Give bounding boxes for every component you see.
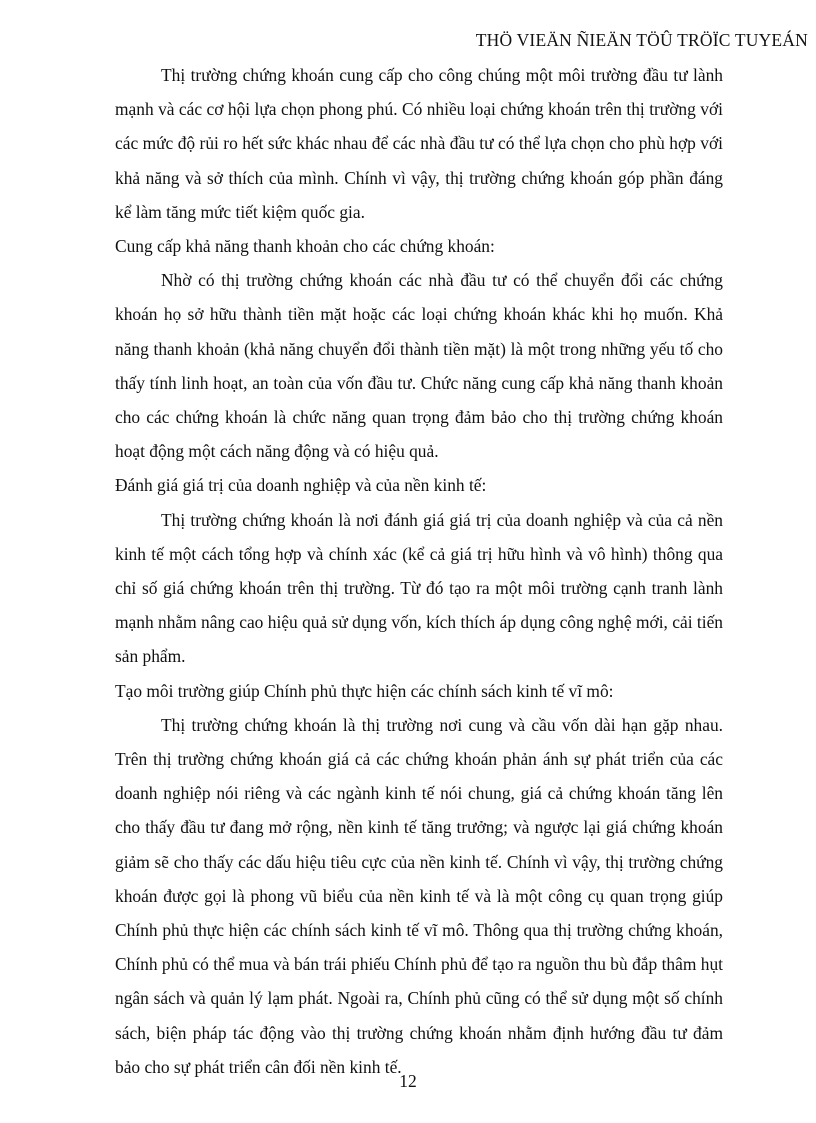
section-heading: Cung cấp khả năng thanh khoản cho các chứng khoán: — [115, 236, 495, 257]
body-paragraph: Thị trường chứng khoán cung cấp cho công chúng một môi trường đầu tư lành mạnh và các cơ hội lựa chọn phong phú. Có nhiều loại chứng khoán trên thị trường với các mức độ rủi ro hết sức khác nhau để các nhà đầu tư có thể lựa chọn cho phù hợp với khả năng và sở thích của mình. Chính vì vậy, thị trường chứng khoán góp phần đáng kể làm tăng mức tiết kiệm quốc gia. — [115, 65, 723, 222]
body-paragraph: Thị trường chứng khoán là nơi đánh giá giá trị của doanh nghiệp và của cả nền kinh tế một cách tổng hợp và chính xác (kể cả giá trị hữu hình và vô hình) thông qua chỉ số giá chứng khoán trên thị trường. Từ đó tạo ra một môi trường cạnh tranh lành mạnh nhằm nâng cao hiệu quả sử dụng vốn, kích thích áp dụng công nghệ mới, cải tiến sản phẩm. — [115, 509, 723, 667]
body-paragraph: Nhờ có thị trường chứng khoán các nhà đầu tư có thể chuyển đổi các chứng khoán họ sở hữu thành tiền mặt hoặc các loại chứng khoán khác khi họ muốn. Khả năng thanh khoản (khả năng chuyển đổi thành tiền mặt) là một trong những yếu tố cho thấy tính linh hoạt, an toàn của vốn đầu tư. Chức năng cung cấp khả năng thanh khoản cho các chứng khoán là chức năng quan trọng đảm bảo cho thị trường chứng khoán hoạt động một cách năng động và có hiệu quả. — [115, 270, 723, 462]
body-paragraph: Thị trường chứng khoán là thị trường nơi cung và cầu vốn dài hạn gặp nhau. Trên thị trường chứng khoán giá cả các chứng khoán phản ánh sự phát triển của các doanh nghiệp nói riêng và các ngành kinh tế nói chung, giá cả chứng khoán tăng lên cho thấy đầu tư đang mở rộng, nền kinh tế tăng trưởng; và ngược lại giá chứng khoán giảm sẽ cho thấy các dấu hiệu tiêu cực của nền kinh tế. Chính vì vậy, thị trường chứng khoán được gọi là phong vũ biểu của nền kinh tế và là một công cụ quan trọng giúp Chính phủ thực hiện các chính sách kinh tế vĩ mô. Thông qua thị trường chứng khoán, Chính phủ có thể mua và bán trái phiếu Chính phủ để tạo ra nguồn thu bù đắp thâm hụt ngân sách và quản lý lạm phát. Ngoài ra, Chính phủ cũng có thể sử dụng một số chính sách, biện pháp tác động vào thị trường chứng khoán nhằm định hướng đầu tư đảm bảo cho sự phát triển cân đối nền kinh tế. — [115, 714, 723, 1077]
document-body — [115, 58, 723, 1084]
section-heading: Đánh giá giá trị của doanh nghiệp và của nền kinh tế: — [115, 475, 487, 496]
section-heading: Tạo môi trường giúp Chính phủ thực hiện các chính sách kinh tế vĩ mô: — [115, 680, 614, 701]
running-header: THÖ VIEÄN ÑIEÄN TÖÛ TRÖÏC TUYEÁN — [475, 30, 808, 50]
page-number: 12 — [399, 1071, 417, 1091]
